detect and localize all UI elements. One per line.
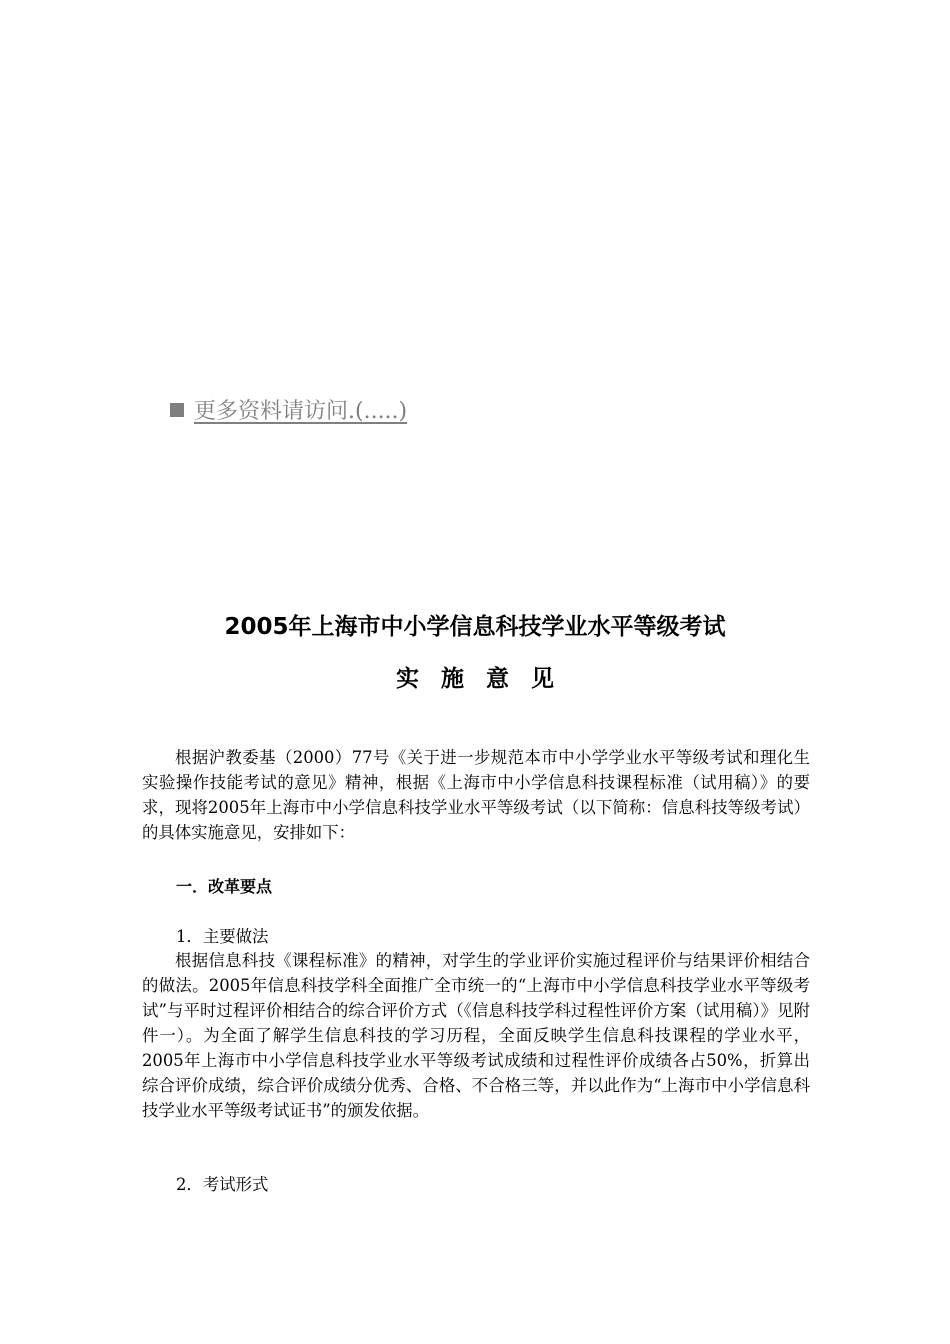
intro-paragraph: 根据沪教委基（2000）77号《关于进一步规范本市中小学学业水平等级考试和理化生实验操作技能考试的意见》精神，根据《上海市中小学信息科技课程标准（试用稿）》的要求，现将2005年上海市中小学信息科技学业水平等级考试（以下简称：信息科技等级考试）的具体实施意见，安排如下： [142, 748, 810, 842]
section-heading-reform-points: 一．改革要点 [176, 877, 273, 896]
more-resources-link[interactable]: 更多资料请访问.(.....) [194, 399, 408, 424]
document-title: 2005年上海市中小学信息科技学业水平等级考试 [224, 614, 726, 640]
subheading-exam-format: 2．考试形式 [176, 1175, 269, 1194]
square-bullet-icon [170, 403, 184, 417]
subheading-main-practice: 1．主要做法 [176, 927, 269, 946]
document-subtitle: 实施意见 [396, 666, 576, 692]
more-resources-row[interactable] [170, 394, 407, 425]
main-practice-paragraph: 根据信息科技《课程标准》的精神，对学生的学业评价实施过程评价与结果评价相结合的做法。2005年信息科技学科全面推广全市统一的“上海市中小学信息科技学业水平等级考试”与平时过程评价相结合的综合评价方式（《信息科技学科过程性评价方案（试用稿）》见附件一）。为全面了解学生信息科技的学习历程，全面反映学生信息科技课程的学业水平，2005年上海市中小学信息科技学业水平等级考试成绩和过程性评价成绩各占50%，折算出综合评价成绩，综合评价成绩分优秀、合格、不合格三等，并以此作为“上海市中小学信息科技学业水平等级考试证书”的颁发依据。 [142, 951, 810, 1120]
